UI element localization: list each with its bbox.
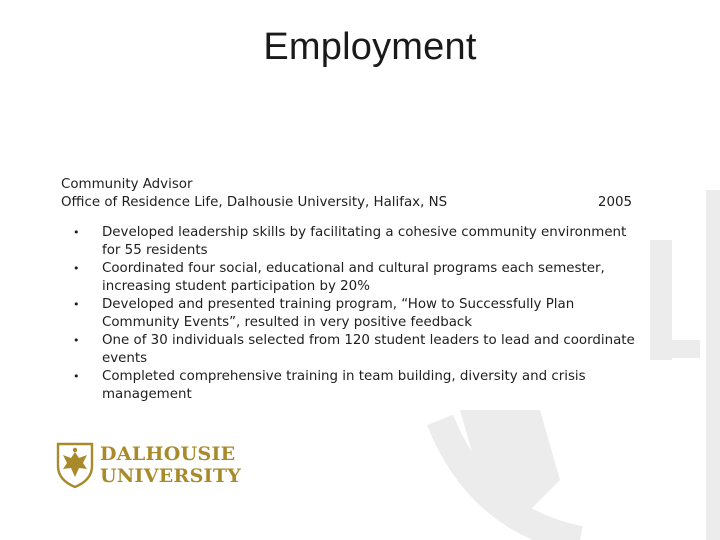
bullet-text: One of 30 individuals selected from 120 student leaders to lead and coordinate events [102, 333, 635, 366]
slide-title: Employment [263, 26, 477, 68]
logo-wordmark [100, 443, 241, 487]
dalhousie-logo [56, 442, 246, 490]
bullet-text: Coordinated four social, educational and cultural programs each semester, increasing student participation by 20% [102, 261, 605, 294]
crest-icon [56, 442, 94, 488]
organization-line [61, 194, 646, 212]
bullet-text: Completed comprehensive training in team building, diversity and crisis management [102, 369, 586, 402]
list-item [61, 332, 646, 368]
bullet-icon: • [73, 298, 80, 311]
job-title: Community Advisor [61, 177, 193, 192]
resume-entry [61, 176, 646, 404]
organization: Office of Residence Life, Dalhousie University, Halifax, NS [61, 195, 448, 210]
bullet-icon: • [73, 262, 80, 275]
bullet-text: Developed and presented training program, “How to Successfully Plan Community Events”, resulted in very positive feedback [102, 297, 575, 330]
bullet-text: Developed leadership skills by facilitating a cohesive community environment for 55 residents [102, 225, 627, 258]
bullet-icon: • [73, 334, 80, 347]
logo-line-2: UNIVERSITY [100, 465, 242, 487]
list-item [61, 224, 646, 260]
year: 2005 [597, 195, 632, 210]
list-item [61, 296, 646, 332]
bullet-icon: • [73, 226, 80, 239]
logo-line-1: DALHOUSIE [100, 443, 236, 465]
list-item [61, 368, 646, 404]
list-item [61, 260, 646, 296]
bullet-icon: • [73, 370, 80, 383]
responsibility-list [61, 224, 646, 404]
